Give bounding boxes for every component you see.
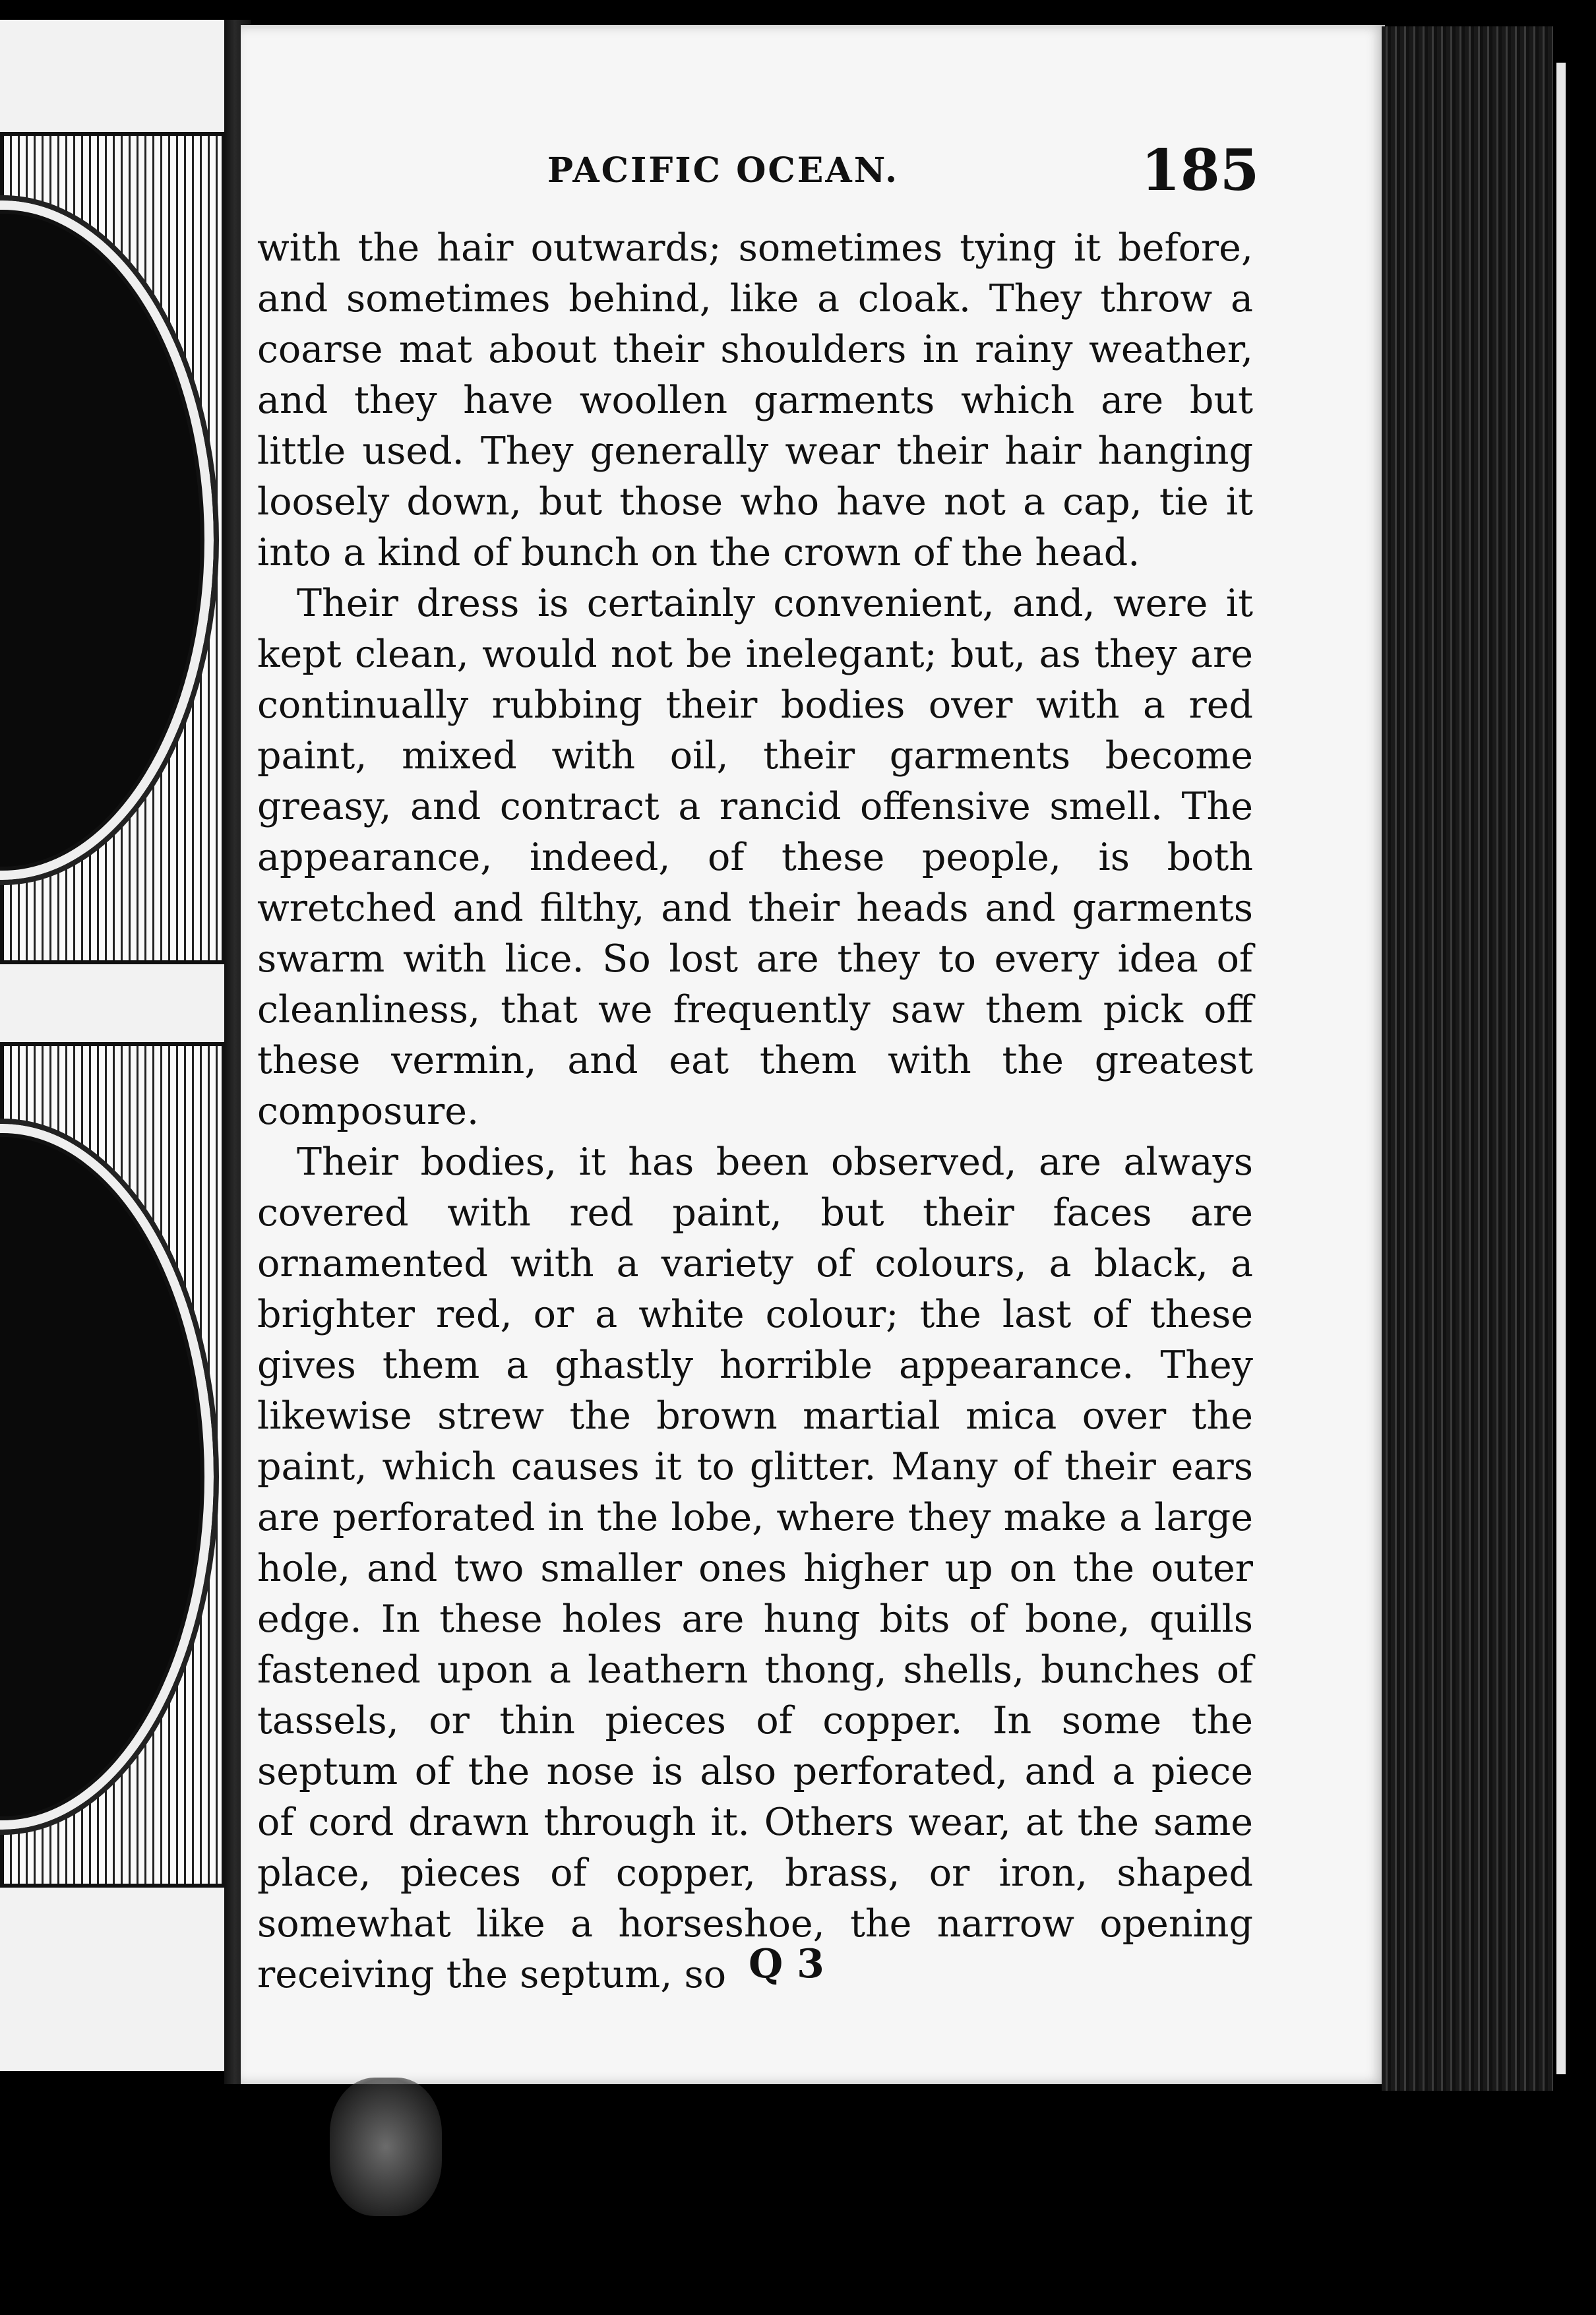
engraved-portrait-upper xyxy=(0,195,219,885)
page-header xyxy=(241,124,1385,203)
engraved-plate-lower xyxy=(0,1042,226,1888)
scan-smudge xyxy=(330,2078,442,2216)
paragraph: Their bodies, it has been observed, are always covered with red paint, but their faces are ornamented with a variety of colours, a black, a brighter red, or a white colour; the last of these gives them a ghastly horrible appearance. They likewise strew the brown martial mica over the paint, which causes it to glitter. Many of their ears are perforated in the lobe, where they make a large hole, and two smaller ones higher up on the outer edge. In these holes are hung bits of bone, quills fastened upon a leathern thong, shells, bunches of tassels, or thin pieces of copper. In some the septum of the nose is also perforated, and a piece of cord drawn through it. Others wear, at the same place, pieces of copper, brass, or iron, shaped somewhat like a horseshoe, the narrow opening receiving the septum, so xyxy=(257,1140,1253,1996)
signature-mark: Q 3 xyxy=(749,1941,824,1987)
page-number: 185 xyxy=(1141,137,1260,204)
paragraph: with the hair outwards; sometimes tying it before, and sometimes behind, like a cloak. They throw a coarse mat about their shoulders in rainy weather, and they have woollen garments which are but little used. They generally wear their hair hanging loosely down, but those who have not a cap, tie it into a kind of bunch on the crown of the head. xyxy=(257,226,1253,574)
book-board-edge xyxy=(1556,63,1566,2074)
body-text xyxy=(257,223,1253,2000)
page-edges xyxy=(1382,26,1553,2091)
facing-page xyxy=(0,20,224,2071)
paragraph: Their dress is certainly convenient, and, were it kept clean, would not be inelegant; but, as they are continually rubbing their bodies over with a red paint, mixed with oil, their garments become greasy, and contract a rancid offensive smell. The appearance, indeed, of these people, is both wretched and filthy, and their heads and garments swarm with lice. So lost are they to every idea of cleanliness, that we frequently saw them pick off these vermin, and eat them with the greatest composure. xyxy=(257,582,1253,1133)
engraved-portrait-lower xyxy=(0,1119,219,1835)
running-head: PACIFIC OCEAN. xyxy=(547,150,900,191)
engraved-plate-upper xyxy=(0,132,226,964)
book-page xyxy=(241,25,1385,2084)
